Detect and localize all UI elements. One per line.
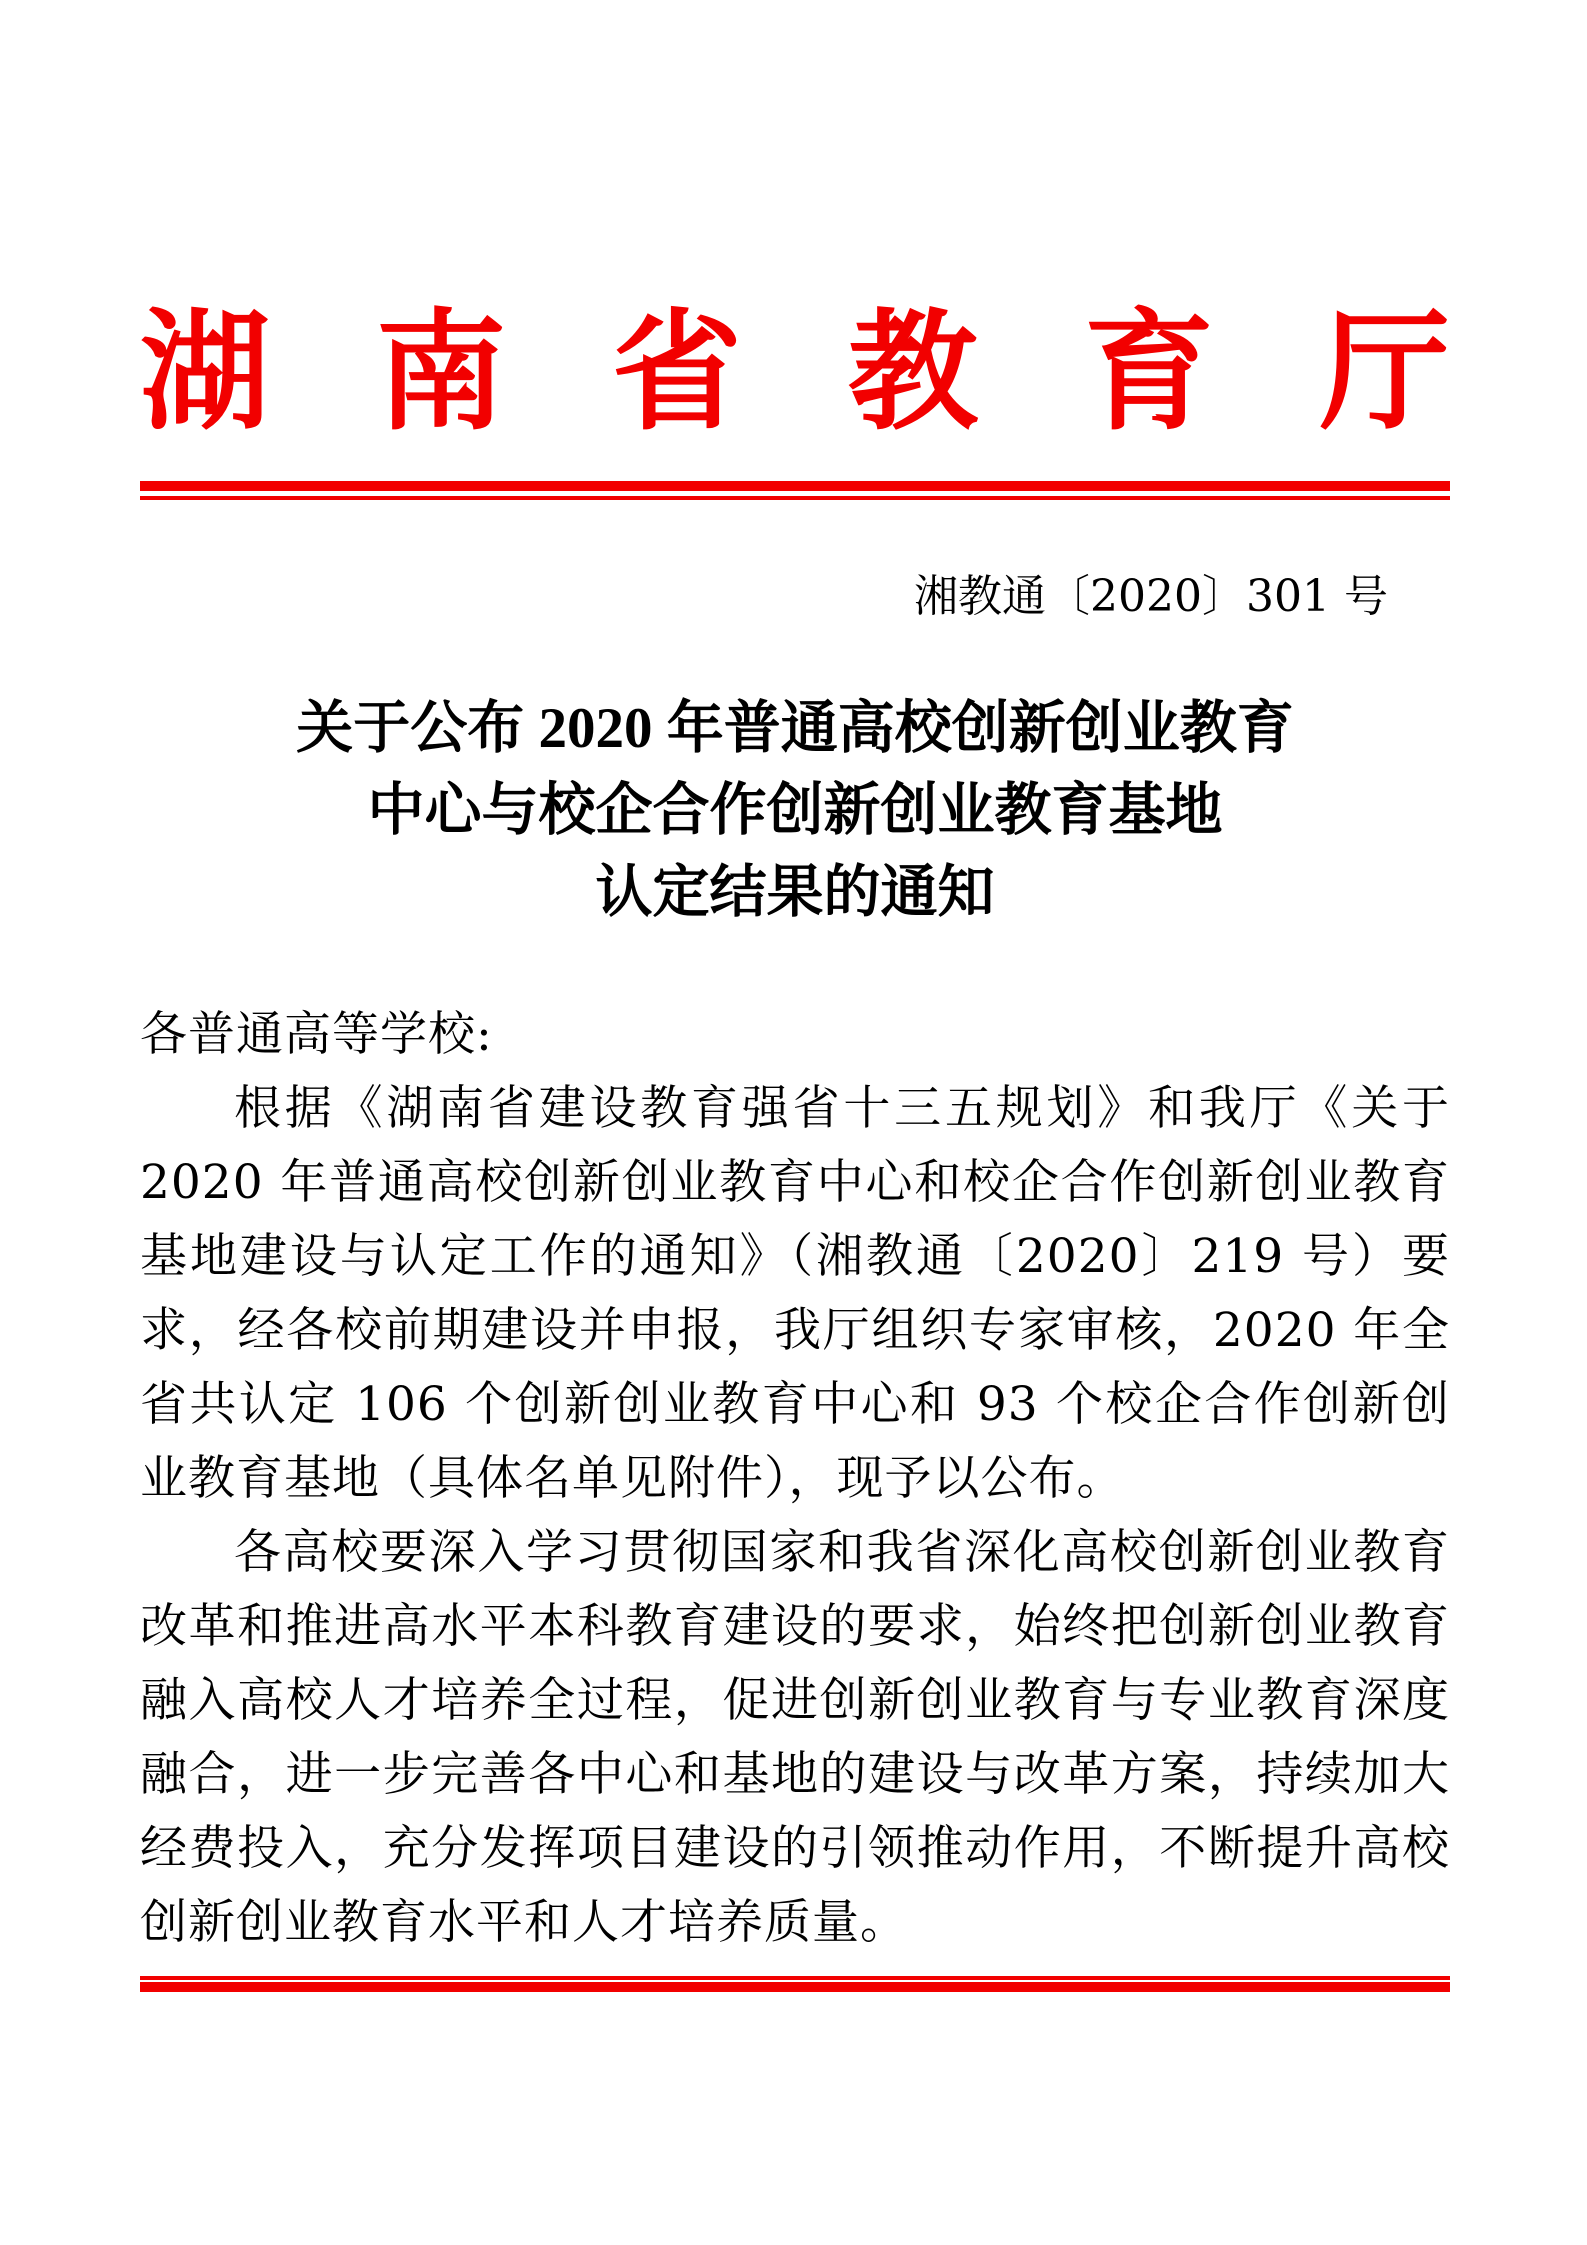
header-separator-thick-line [140,481,1450,491]
document-title-line-3: 认定结果的通知 [595,861,995,924]
header-separator-thin-line [140,496,1450,500]
doc-number: 湘教通〔2020〕301 号 [914,571,1388,622]
footer-separator-thick-line [140,1982,1450,1992]
footer-separator-thin-line [140,1976,1450,1980]
document-title-line-2: 中心与校企合作创新创业教育基地 [367,779,1223,842]
document-title [140,688,1450,934]
paragraph-2: 各高校要深入学习贯彻国家和我省深化高校创新创业教育改革和推进高水平本科教育建设的要求，始终把创新创业教育融入高校人才培养全过程，促进创新创业教育与专业教育深度融合，进一步完善各中心和基地的建设与改革方案，持续加大经费投入，充分发挥项目建设的引领推动作用，不断提升高校创新创业教育水平和人才培养质量。 [140,1525,1450,1950]
document-title-line-1: 关于公布 2020 年普通高校创新创业教育 [296,697,1294,760]
paragraph-1: 根据《湖南省建设教育强省十三五规划》和我厅《关于 2020 年普通高校创新创业教育中心和校企合作创新创业教育基地建设与认定工作的通知》（湘教通〔2020〕219 号）要求，经各校前期建设并申报，我厅组织专家审核，2020 年全省共认定 106 个创新创业教育中心和 93 个校企合作创新创业教育基地（具体名单见附件），现予以公布。 [140,1081,1450,1506]
salutation: 各普通高等学校: [140,1007,493,1062]
document-body [140,998,1450,1960]
agency-header-title: 湖 南 省 教 育 厅 [140,302,1450,446]
